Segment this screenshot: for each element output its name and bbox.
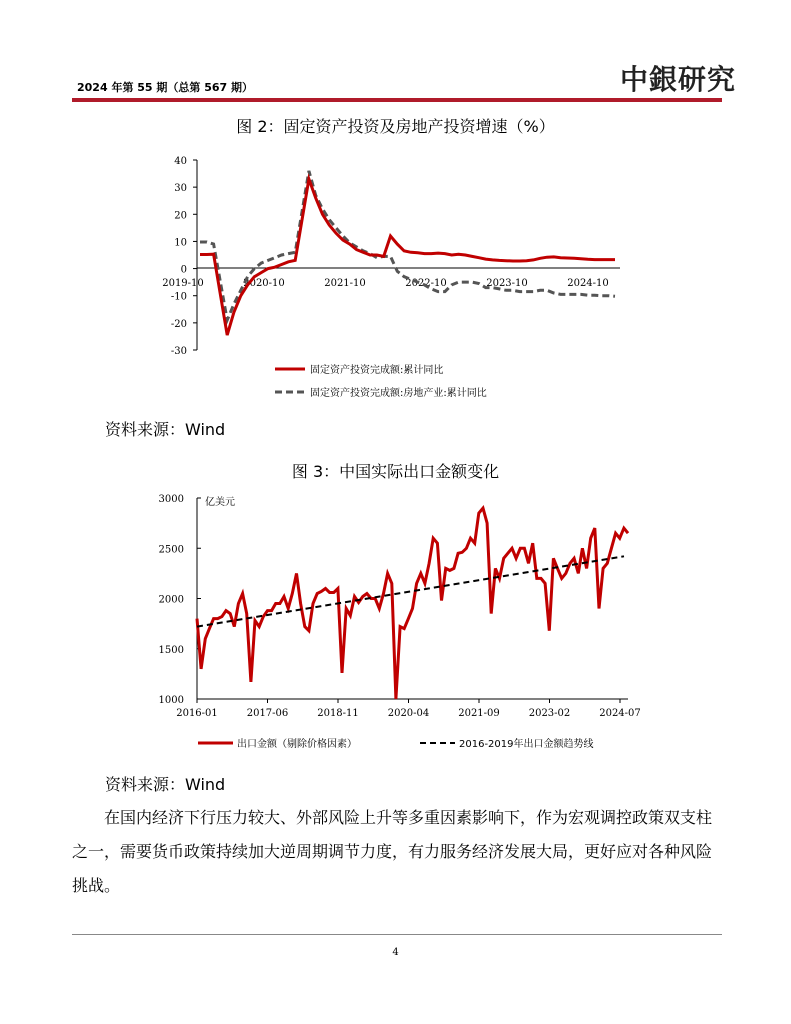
fig3-legend-label-1: 出口金额（剔除价格因素） <box>237 739 357 750</box>
fig2-xtick-label: 2021-10 <box>324 278 366 289</box>
fig3-xtick-label: 2024-07 <box>599 708 641 719</box>
fig2-ytick-label: 30 <box>174 183 187 195</box>
figure3-title: 图 3：中国实际出口金额变化 <box>291 462 500 481</box>
fig2-ytick-label: -30 <box>170 346 187 357</box>
body-paragraph: 在国内经济下行压力较大、外部风险上升等多重因素影响下，作为宏观调控政策双支柱之一，需要货币政策持续加大逆周期调节力度，有力服务经济发展大局，更好应对各种风险挑战。 <box>72 808 713 895</box>
fig3-ytick-label: 1500 <box>158 644 184 656</box>
fig3-xtick-label: 2018-11 <box>317 708 359 719</box>
fig3-xtick-label: 2020-04 <box>387 708 430 719</box>
fig3-xtick-label: 2023-02 <box>528 708 571 719</box>
fig3-xtick-label: 2021-09 <box>458 708 500 719</box>
fig2-ytick-label: 0 <box>180 264 187 276</box>
fig3-ytick-label: 2500 <box>158 544 184 556</box>
footer-rule <box>72 934 722 935</box>
fig2-legend-label-1: 固定资产投资完成额:累计同比 <box>310 365 444 376</box>
fig3-xtick-label: 2017-06 <box>246 708 289 719</box>
fig2-xtick-label: 2022-10 <box>405 278 447 289</box>
fig2-ytick-label: -10 <box>170 291 187 303</box>
fig2-ytick-label: -20 <box>170 318 187 330</box>
fig3-ytick-label: 1000 <box>158 695 184 706</box>
fig3-ytick-label: 3000 <box>158 494 184 505</box>
figure2-source: 资料来源：Wind <box>105 420 226 439</box>
fig2-legend-label-2: 固定资产投资完成额:房地产业:累计同比 <box>310 388 487 399</box>
boc-research-logo: 中銀研究 <box>620 63 737 96</box>
fig2-ytick-label: 20 <box>174 210 187 222</box>
fig2-ytick-label: 10 <box>174 237 187 249</box>
fig2-xtick-label: 2024-10 <box>567 278 609 289</box>
fig2-xtick-label: 2023-10 <box>486 278 528 289</box>
page-number: 4 <box>392 947 399 958</box>
fig3-xtick-label: 2016-01 <box>176 708 218 719</box>
fig2-xtick-label: 2020-10 <box>243 278 285 289</box>
fig3-series-export-line <box>197 508 628 699</box>
issue-label: 2024 年第 55 期（总第 567 期） <box>77 81 254 94</box>
figure2-title: 图 2：固定资产投资及房地产投资增速（%） <box>236 117 555 136</box>
fig3-unit-label: 亿美元 <box>205 497 235 508</box>
fig3-legend-label-2: 2016-2019年出口金额趋势线 <box>459 739 594 750</box>
fig2-xtick-label: 2019-10 <box>162 278 204 289</box>
fig3-ytick-label: 2000 <box>158 594 184 606</box>
fig2-ytick-label: 40 <box>174 156 187 167</box>
figure3-source: 资料来源：Wind <box>105 775 226 794</box>
